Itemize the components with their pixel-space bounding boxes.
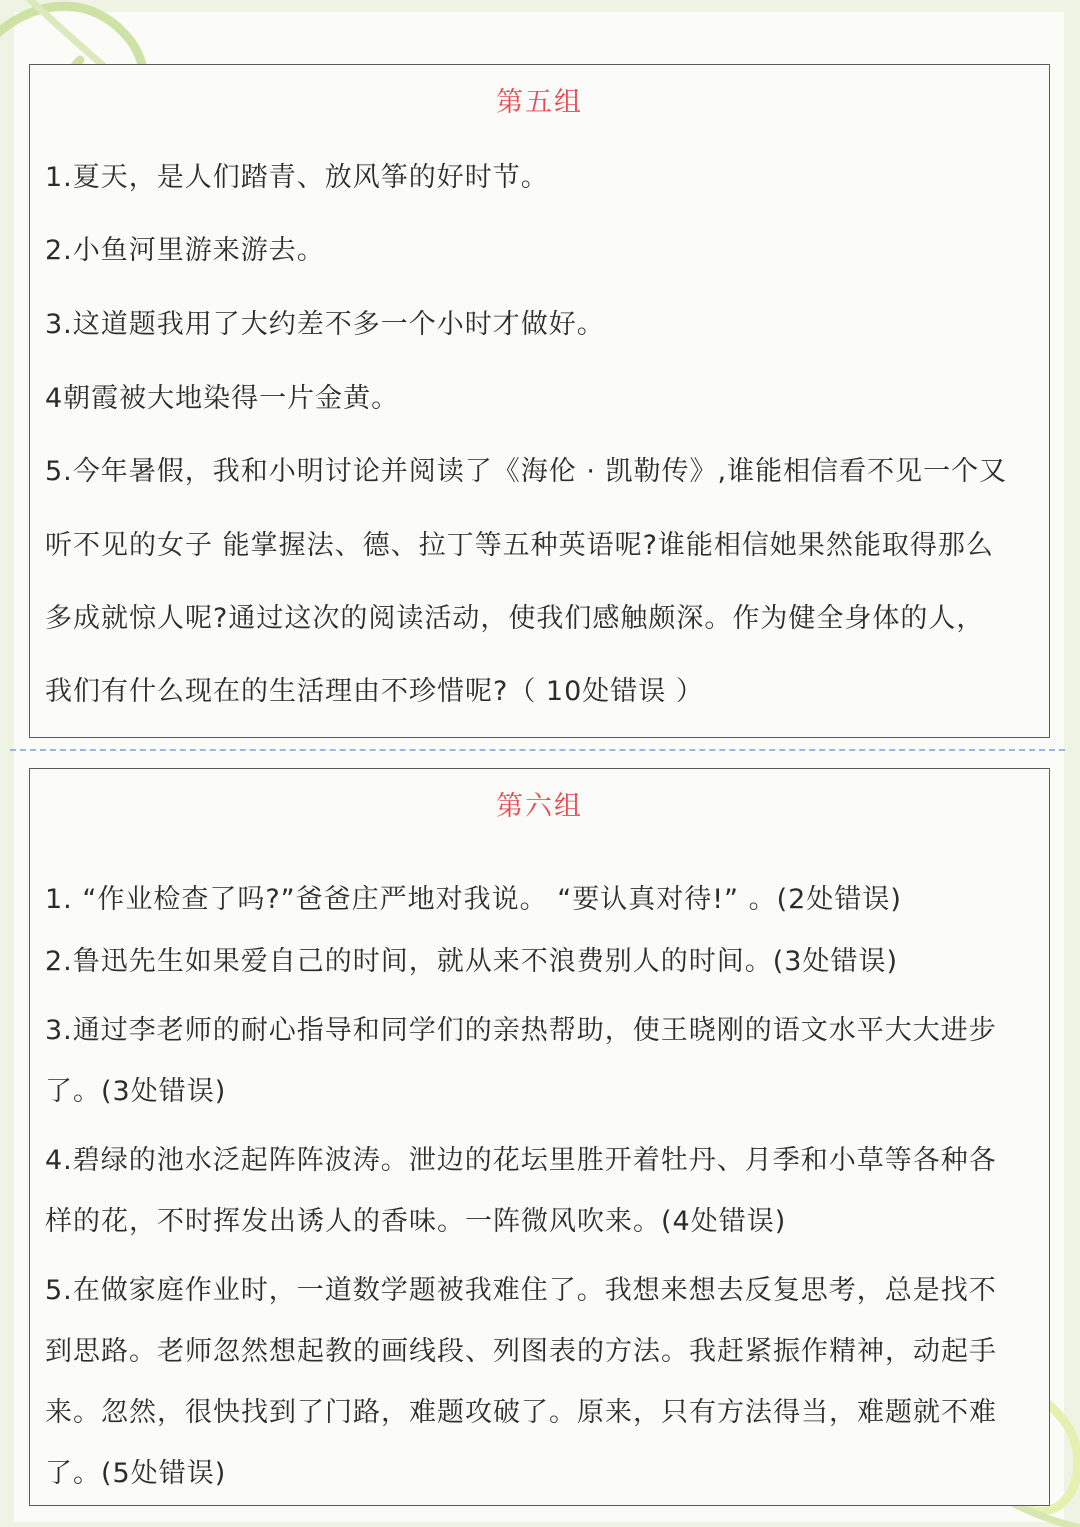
sentence-line: 样的花，不时挥发出诱人的香味。一阵微风吹来。(4处错误) <box>45 1206 787 1237</box>
sentence-line: 5.在做家庭作业时，一道数学题被我难住了。我想来想去反复思考，总是找不 <box>45 1275 997 1306</box>
sentence-line: 3.这道题我用了大约差不多一个小时才做好。 <box>45 309 605 340</box>
sentence-line: 2.小鱼河里游来游去。 <box>45 235 325 266</box>
sentence-line: 4.碧绿的池水泛起阵阵波涛。泄边的花坛里胜开着牡丹、月季和小草等各种各 <box>45 1145 997 1176</box>
sentence-line: 到思路。老师忽然想起教的画线段、列图表的方法。我赶紧振作精神，动起手 <box>45 1336 997 1367</box>
sentence-line: 听不见的女子 能掌握法、德、拉丁等五种英语呢?谁能相信她果然能取得那么 <box>45 530 994 561</box>
sentence-line: 1. “作业检查了吗?”爸爸庄严地对我说。 “要认真对待!” 。(2处错误) <box>45 884 902 915</box>
group-five-card <box>29 64 1050 738</box>
group-six-title: 第六组 <box>496 791 583 822</box>
sentence-line: 4朝霞被大地染得一片金黄。 <box>45 383 400 414</box>
group-five-title: 第五组 <box>496 87 583 118</box>
section-divider <box>10 749 1065 751</box>
group-six-card <box>29 768 1050 1506</box>
sentence-line: 5.今年暑假，我和小明讨论并阅读了《海伦 · 凯勒传》,谁能相信看不见一个又 <box>45 456 1008 487</box>
sentence-line: 来。忽然，很快找到了门路，难题攻破了。原来，只有方法得当，难题就不难 <box>45 1397 997 1428</box>
sentence-line: 1.夏天，是人们踏青、放风筝的好时节。 <box>45 162 549 193</box>
sentence-line: 了。(5处错误) <box>45 1458 227 1489</box>
sentence-line: 了。(3处错误) <box>45 1076 227 1107</box>
sentence-line: 多成就惊人呢?通过这次的阅读活动，使我们感触颇深。作为健全身体的人， <box>45 603 985 634</box>
sentence-line: 2.鲁迅先生如果爱自己的时间，就从来不浪费别人的时间。(3处错误) <box>45 946 899 977</box>
sentence-line: 3.通过李老师的耐心指导和同学们的亲热帮助，使王晓刚的语文水平大大进步 <box>45 1015 997 1046</box>
sentence-line: 我们有什么现在的生活理由不珍惜呢?（ 10处错误 ） <box>45 676 704 707</box>
